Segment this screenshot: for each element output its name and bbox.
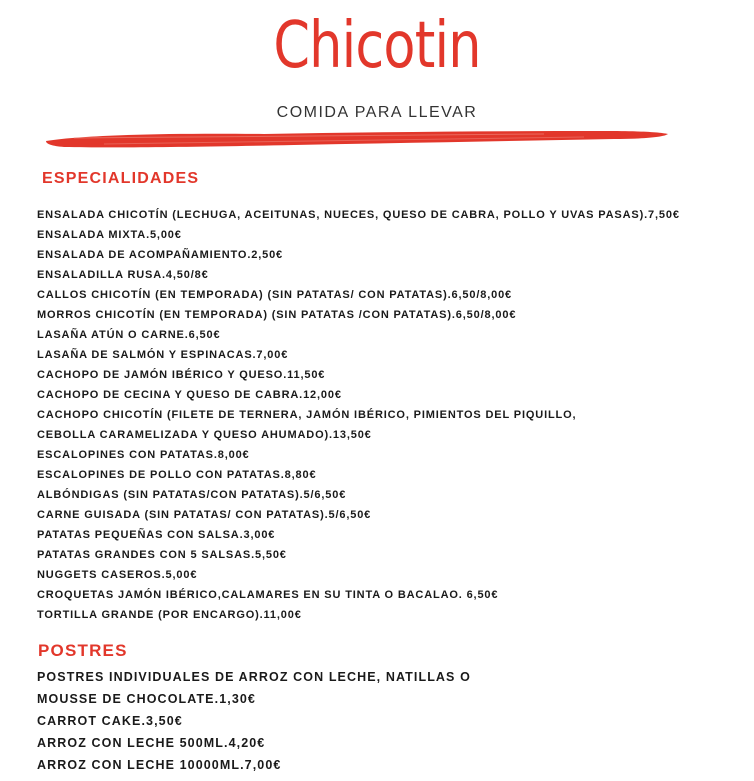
menu-item: ARROZ CON LECHE 500ML.4,20€ (37, 736, 266, 750)
menu-item: ENSALADILLA RUSA.4,50/8€ (37, 269, 209, 281)
postres-list (37, 666, 471, 776)
brush-stroke-divider (44, 127, 670, 151)
menu-item: CACHOPO DE CECINA Y QUESO DE CABRA.12,00€ (37, 389, 342, 401)
menu-item: ARROZ CON LECHE 10000ML.7,00€ (37, 758, 282, 772)
menu-item: PATATAS GRANDES CON 5 SALSAS.5,50€ (37, 549, 287, 561)
menu-item: ESCALOPINES CON PATATAS.8,00€ (37, 449, 250, 461)
menu-item: CACHOPO CHICOTÍN (FILETE DE TERNERA, JAMÓN IBÉRICO, PIMIENTOS DEL PIQUILLO, (37, 409, 577, 421)
logo-chicotin: Chicotin (273, 9, 481, 83)
menu-item: ESCALOPINES DE POLLO CON PATATAS.8,80€ (37, 469, 317, 481)
menu-item: CARNE GUISADA (SIN PATATAS/ CON PATATAS).5/6,50€ (37, 509, 372, 521)
menu-item: CROQUETAS JAMÓN IBÉRICO,CALAMARES EN SU TINTA O BACALAO. 6,50€ (37, 589, 499, 601)
menu-item: ALBÓNDIGAS (SIN PATATAS/CON PATATAS).5/6,50€ (37, 489, 347, 501)
menu-item: CACHOPO DE JAMÓN IBÉRICO Y QUESO.11,50€ (37, 369, 326, 381)
menu-item: MORROS CHICOTÍN (EN TEMPORADA) (SIN PATATAS /CON PATATAS).6,50/8,00€ (37, 309, 517, 321)
menu-item: ENSALADA DE ACOMPAÑAMIENTO.2,50€ (37, 249, 284, 261)
menu-item: ENSALADA MIXTA.5,00€ (37, 229, 182, 241)
menu-item: PATATAS PEQUEÑAS CON SALSA.3,00€ (37, 529, 276, 541)
menu-item: CARROT CAKE.3,50€ (37, 714, 183, 728)
menu-item: CEBOLLA CARAMELIZADA Y QUESO AHUMADO).13,50€ (37, 429, 372, 441)
section-title-especialidades: ESPECIALIDADES (42, 170, 200, 187)
menu-item: TORTILLA GRANDE (POR ENCARGO).11,00€ (37, 609, 302, 621)
especialidades-list (37, 205, 680, 625)
menu-item: LASAÑA ATÚN O CARNE.6,50€ (37, 329, 221, 341)
menu-item: ENSALADA CHICOTÍN (LECHUGA, ACEITUNAS, NUECES, QUESO DE CABRA, POLLO Y UVAS PASAS).7,50€ (37, 209, 680, 221)
subtitle: COMIDA PARA LLEVAR (276, 104, 478, 121)
menu-item: POSTRES INDIVIDUALES DE ARROZ CON LECHE, NATILLAS O (37, 670, 471, 684)
menu-item: LASAÑA DE SALMÓN Y ESPINACAS.7,00€ (37, 349, 289, 361)
menu-item: CALLOS CHICOTÍN (EN TEMPORADA) (SIN PATATAS/ CON PATATAS).6,50/8,00€ (37, 289, 513, 301)
section-title-postres: POSTRES (38, 641, 128, 660)
menu-item: MOUSSE DE CHOCOLATE.1,30€ (37, 692, 256, 706)
menu-item: NUGGETS CASEROS.5,00€ (37, 569, 198, 581)
